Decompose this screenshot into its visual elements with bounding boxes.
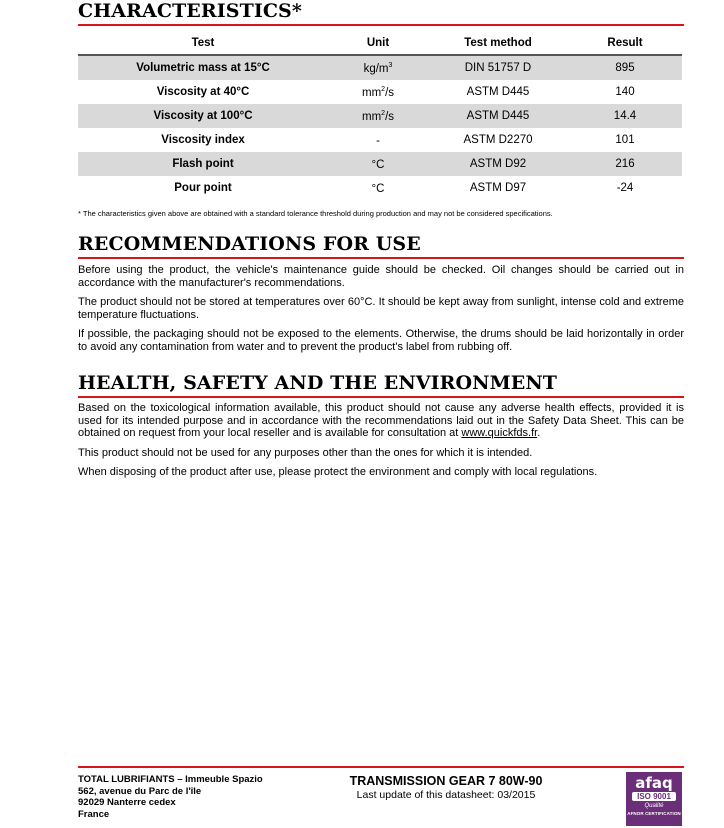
unit-exponent: 2	[381, 85, 386, 93]
recommendation-paragraph: The product should not be stored at temperatures over 60°C. It should be kept away from sunlight, intense cold and extreme temperature fluctuations.	[78, 296, 684, 321]
product-block	[330, 774, 562, 802]
characteristics-section	[78, 0, 684, 26]
cell-unit	[328, 152, 428, 176]
header-result: Result	[568, 32, 682, 55]
cell-method: ASTM D445	[428, 104, 568, 128]
logo-label: Qualité	[644, 803, 664, 809]
hse-paragraph: This product should not be used for any purposes other than the ones for which it is intended.	[78, 446, 533, 459]
cell-unit	[328, 55, 428, 80]
unit-exponent: 2	[381, 109, 386, 117]
cell-test: Viscosity at 40°C	[78, 80, 328, 104]
section-rule	[78, 257, 684, 259]
hse-section	[78, 372, 684, 478]
table-row	[78, 176, 682, 200]
afaq-iso-logo	[626, 772, 682, 826]
unit-base: °C	[371, 158, 385, 171]
cell-unit	[328, 176, 428, 200]
header-method: Test method	[428, 32, 568, 55]
cell-test: Viscosity index	[78, 128, 328, 152]
hse-paragraph	[78, 402, 684, 440]
table-row	[78, 55, 682, 80]
header-unit: Unit	[328, 32, 428, 55]
cell-test: Pour point	[78, 176, 328, 200]
logo-certifier: AFNOR CERTIFICATION	[627, 811, 681, 816]
hse-paragraph: When disposing of the product after use, please protect the environment and comply with local regulations.	[78, 466, 598, 478]
unit-base: °C	[371, 182, 385, 195]
cell-test: Flash point	[78, 152, 328, 176]
cell-unit	[328, 104, 428, 128]
cell-method: ASTM D445	[428, 80, 568, 104]
unit-base: mm	[361, 110, 382, 123]
recommendations-section	[78, 233, 684, 353]
recommendation-paragraph: If possible, the packaging should not be exposed to the elements. Otherwise, the drums should be laid horizontally in order to avoid any contamination from water and to prevent the product's label from rubbing off.	[78, 328, 684, 353]
logo-standard: ISO 9001	[632, 792, 676, 801]
hse-heading: HEALTH, SAFETY AND THE ENVIRONMENT	[78, 372, 558, 394]
unit-base: kg/m	[363, 62, 389, 75]
table-row	[78, 128, 682, 152]
header-test: Test	[78, 32, 328, 55]
quickfds-link[interactable]: www.quickfds.fr	[461, 427, 538, 439]
address-line: 92029 Nanterre cedex	[78, 797, 176, 808]
characteristics-footnote: * The characteristics given above are obtained with a standard tolerance threshold during production and may not be considered specifications.	[78, 209, 553, 218]
recommendation-paragraph: Before using the product, the vehicle's maintenance guide should be checked. Oil changes should be carried out in accordance with the manufacturer's recommendations.	[78, 264, 684, 289]
section-rule	[78, 24, 684, 26]
logo-brand: afaq	[635, 774, 673, 792]
hse-text: Based on the toxicological information available, this product should not cause any adverse health effects, provided it is used for its intended purpose and in accordance with the recommendations laid out in the Safety Data Sheet. This can be obtained on request from your local reseller and is available for consultation at	[78, 402, 684, 439]
characteristics-heading: CHARACTERISTICS*	[78, 0, 302, 22]
cell-test: Viscosity at 100°C	[78, 104, 328, 128]
product-name: TRANSMISSION GEAR 7 80W-90	[349, 774, 543, 788]
recommendations-heading: RECOMMENDATIONS FOR USE	[78, 233, 421, 255]
unit-tail: /s	[385, 110, 395, 123]
last-update: Last update of this datasheet: 03/2015	[356, 789, 536, 801]
cell-result: -24	[568, 176, 682, 200]
cell-result: 101	[568, 128, 682, 152]
cell-test: Volumetric mass at 15°C	[78, 55, 328, 80]
table-row	[78, 152, 682, 176]
address-line: 562, avenue du Parc de l'île	[78, 785, 202, 797]
company-address	[78, 774, 263, 820]
unit-exponent: 3	[388, 61, 393, 69]
cell-method: DIN 51757 D	[428, 55, 568, 80]
characteristics-table	[78, 32, 682, 200]
hse-text: .	[537, 427, 541, 439]
table-header-row	[78, 32, 682, 55]
cell-result: 140	[568, 80, 682, 104]
section-rule	[78, 396, 684, 398]
address-line: France	[78, 808, 110, 820]
cell-result: 216	[568, 152, 682, 176]
table-row	[78, 104, 682, 128]
cell-unit	[328, 80, 428, 104]
footer-rule	[78, 766, 684, 768]
cell-method: ASTM D92	[428, 152, 568, 176]
cell-method: ASTM D97	[428, 176, 568, 200]
unit-base: -	[376, 134, 380, 147]
table-row	[78, 80, 682, 104]
cell-result: 895	[568, 55, 682, 80]
cell-method: ASTM D2270	[428, 128, 568, 152]
cell-result: 14.4	[568, 104, 682, 128]
unit-base: mm	[361, 86, 382, 99]
cell-unit	[328, 128, 428, 152]
address-line: TOTAL LUBRIFIANTS – Immeuble Spazio	[78, 774, 263, 785]
unit-tail: /s	[385, 86, 395, 99]
